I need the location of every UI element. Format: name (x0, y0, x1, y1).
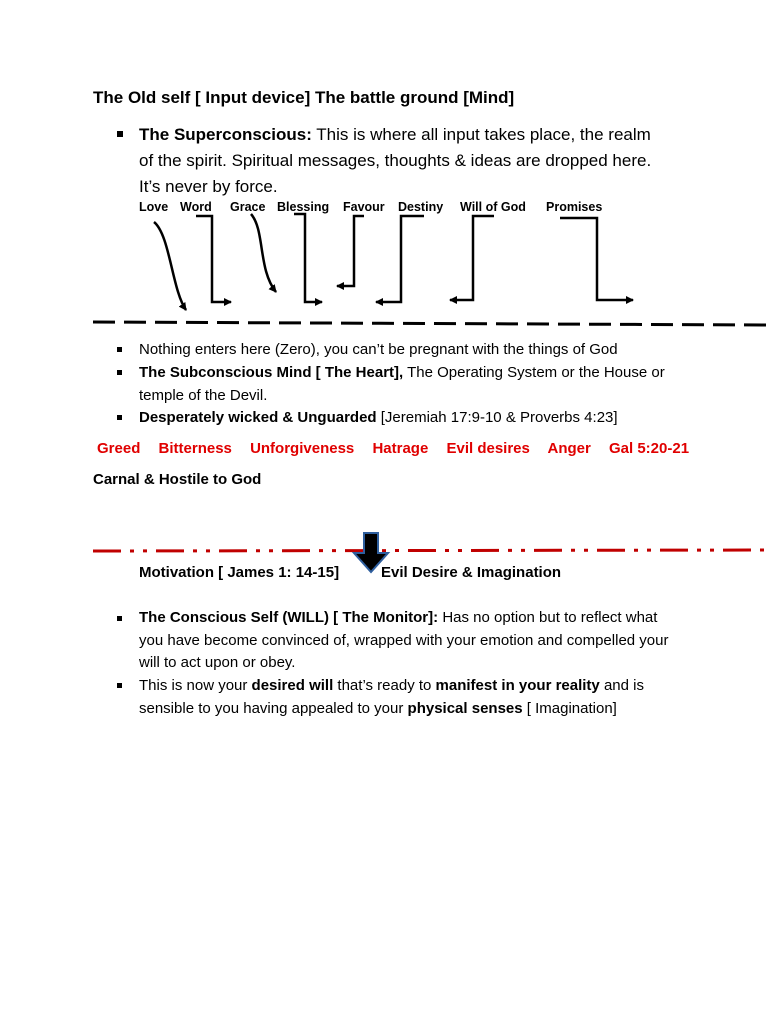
arrow-promises (560, 218, 633, 300)
input-label-destiny: Destiny (398, 200, 444, 214)
desired-bold-3: physical senses (407, 699, 523, 717)
input-label-word: Word (180, 200, 212, 214)
input-label-grace: Grace (230, 200, 266, 214)
flesh-item: Hatrage (372, 440, 429, 457)
flesh-item: Anger (547, 440, 591, 457)
bullet-square (117, 683, 122, 688)
page-title: The Old self [ Input device] The battle ground [Mind] (93, 88, 515, 107)
desired-text-1: This is now your (139, 677, 248, 694)
subconscious-label: The Subconscious Mind [ The Heart], (139, 364, 404, 381)
input-label-blessing: Blessing (277, 200, 330, 214)
flesh-item: Bitterness (158, 440, 232, 457)
wicked-paragraph (139, 407, 699, 430)
conscious-paragraph (139, 607, 679, 675)
input-label-will-of-god: Will of God (460, 200, 526, 214)
arrow-favour (337, 216, 364, 286)
dashdot-divider-red (93, 550, 768, 551)
desired-text-4: [ Imagination] (526, 699, 617, 717)
bullet-square (117, 347, 122, 352)
arrow-destiny (376, 216, 424, 302)
input-label-favour: Favour (343, 200, 385, 214)
evil-desire-label: Evil Desire & Imagination (381, 564, 562, 581)
input-label-love: Love (139, 200, 169, 214)
input-label-promises: Promises (546, 200, 603, 214)
desired-text-3: and is sensible to you having appealed to your (139, 677, 644, 717)
desired-bold-1: desired will (251, 677, 334, 694)
arrow-blessing (294, 214, 322, 302)
flesh-item: Greed (97, 440, 141, 457)
arrow-grace (251, 214, 276, 292)
motivation-label: Motivation [ James 1: 14-15] (139, 564, 340, 581)
flesh-item: Unforgiveness (250, 440, 355, 457)
works-of-flesh-row (97, 440, 703, 457)
superconscious-text: This is where all input takes place, the realm of the spirit. Spiritual messages, thoughts & ideas are dropped here. It’s never by force. (139, 125, 652, 196)
subconscious-paragraph (139, 362, 669, 407)
bullet-square (117, 415, 122, 420)
flesh-item: Evil desires (446, 440, 530, 457)
flesh-item: Gal 5:20-21 (609, 440, 690, 457)
arrow-will-of-god (450, 216, 494, 300)
bullet-square (117, 616, 122, 621)
arrow-love (154, 222, 186, 310)
wicked-label: Desperately wicked & Unguarded (139, 409, 377, 426)
desired-bold-2: manifest in your reality (435, 677, 600, 694)
bullet-square (117, 370, 122, 375)
arrow-word (196, 216, 231, 302)
superconscious-label: The Superconscious: (139, 125, 312, 144)
wicked-text: [Jeremiah 17:9-10 & Proverbs 4:23] (380, 409, 618, 426)
zero-paragraph: Nothing enters here (Zero), you can’t be pregnant with the things of God (139, 341, 618, 358)
conscious-label: The Conscious Self (WILL) [ The Monitor]: (139, 609, 439, 626)
desired-will-paragraph (139, 675, 684, 720)
conscious-text: Has no option but to reflect what you have become convinced of, wrapped with your emotion and compelled your will to act upon or obey. (139, 609, 669, 671)
subconscious-text: The Operating System or the House or temple of the Devil. (139, 364, 665, 404)
carnal-heading: Carnal & Hostile to God (93, 471, 262, 488)
dashed-divider-black (93, 322, 768, 325)
desired-text-2: that’s ready to (337, 677, 432, 694)
